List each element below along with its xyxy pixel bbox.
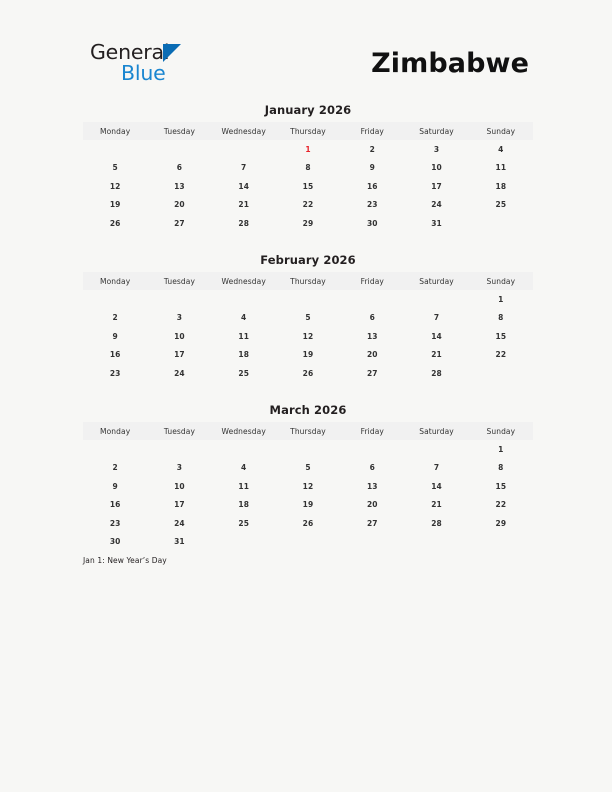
month-block-january bbox=[83, 104, 533, 233]
day-cell-empty bbox=[147, 440, 211, 459]
day-cell[interactable]: 22 bbox=[495, 500, 507, 510]
day-cell[interactable]: 3 bbox=[433, 144, 440, 154]
weekday-header-row bbox=[83, 122, 533, 140]
day-cell[interactable]: 19 bbox=[302, 500, 314, 510]
day-cell[interactable]: 19 bbox=[109, 200, 121, 210]
day-cell[interactable]: 14 bbox=[238, 181, 250, 191]
week-row bbox=[83, 364, 533, 383]
day-cell[interactable]: 1 bbox=[305, 144, 311, 154]
day-cell[interactable]: 18 bbox=[238, 500, 250, 510]
month-title: March 2026 bbox=[269, 403, 347, 417]
day-cell[interactable]: 12 bbox=[109, 181, 121, 191]
logo-triangle-icon bbox=[163, 44, 181, 62]
day-cell[interactable]: 3 bbox=[176, 313, 183, 323]
day-cell[interactable]: 24 bbox=[174, 368, 185, 378]
day-cell[interactable]: 8 bbox=[305, 163, 311, 173]
week-row bbox=[83, 327, 533, 346]
weekday-header-friday: Friday bbox=[340, 272, 404, 290]
weekday-header-friday: Friday bbox=[340, 422, 404, 440]
day-cell[interactable]: 30 bbox=[109, 537, 121, 547]
weekday-header-monday: Monday bbox=[83, 122, 147, 140]
day-cell[interactable]: 27 bbox=[366, 368, 378, 378]
day-cell-empty bbox=[469, 533, 533, 552]
weekday-header-thursday: Thursday bbox=[276, 422, 340, 440]
day-cell[interactable]: 24 bbox=[174, 518, 185, 528]
day-cell[interactable]: 1 bbox=[498, 444, 504, 454]
day-cell[interactable]: 10 bbox=[174, 331, 185, 341]
day-cell[interactable]: 12 bbox=[302, 481, 314, 491]
day-cell[interactable]: 25 bbox=[238, 518, 250, 528]
day-cell-empty bbox=[404, 440, 468, 459]
day-cell-empty bbox=[212, 440, 276, 459]
day-cell[interactable]: 18 bbox=[495, 181, 507, 191]
day-cell[interactable]: 22 bbox=[495, 350, 507, 360]
day-cell[interactable]: 2 bbox=[112, 463, 118, 473]
day-cell-empty bbox=[276, 440, 340, 459]
month-title: January 2026 bbox=[264, 103, 352, 117]
weekday-header-row bbox=[83, 272, 533, 290]
weekday-header-tuesday: Tuesday bbox=[147, 122, 211, 140]
weekday-header-sunday: Sunday bbox=[469, 272, 533, 290]
day-cell[interactable]: 4 bbox=[241, 463, 247, 473]
day-cell[interactable]: 17 bbox=[174, 350, 185, 360]
day-cell[interactable]: 21 bbox=[238, 200, 250, 210]
day-cell-empty bbox=[469, 364, 533, 383]
day-cell[interactable]: 15 bbox=[302, 181, 314, 191]
day-cell[interactable]: 13 bbox=[366, 331, 378, 341]
weekday-header-sunday: Sunday bbox=[469, 122, 533, 140]
week-row bbox=[83, 177, 533, 196]
day-cell[interactable]: 17 bbox=[174, 500, 185, 510]
weeks-body bbox=[83, 290, 533, 383]
day-cell[interactable]: 25 bbox=[238, 368, 250, 378]
week-row bbox=[83, 140, 533, 159]
day-cell[interactable]: 28 bbox=[431, 518, 442, 528]
weekday-header-wednesday: Wednesday bbox=[212, 422, 276, 440]
logo-text-blue: Blue bbox=[121, 61, 166, 85]
day-cell[interactable]: 8 bbox=[498, 313, 504, 323]
day-cell[interactable]: 2 bbox=[369, 144, 375, 154]
day-cell[interactable]: 18 bbox=[238, 350, 250, 360]
day-cell[interactable]: 7 bbox=[241, 163, 247, 173]
day-cell-empty bbox=[340, 533, 404, 552]
day-cell[interactable]: 14 bbox=[431, 331, 442, 341]
day-cell[interactable]: 13 bbox=[366, 481, 378, 491]
day-cell[interactable]: 5 bbox=[305, 313, 311, 323]
week-row bbox=[83, 514, 533, 533]
day-cell-empty bbox=[340, 290, 404, 309]
day-cell[interactable]: 13 bbox=[174, 181, 185, 191]
day-cell[interactable]: 14 bbox=[431, 481, 442, 491]
day-cell[interactable]: 11 bbox=[495, 163, 507, 173]
weekday-header-friday: Friday bbox=[340, 122, 404, 140]
day-cell[interactable]: 9 bbox=[112, 481, 118, 491]
week-row bbox=[83, 496, 533, 515]
month-grid bbox=[83, 422, 533, 551]
week-row bbox=[83, 477, 533, 496]
day-cell[interactable]: 26 bbox=[109, 218, 121, 228]
page-title: Zimbabwe bbox=[371, 48, 529, 79]
day-cell-empty bbox=[404, 533, 468, 552]
weekday-header-saturday: Saturday bbox=[404, 122, 468, 140]
day-cell-empty bbox=[276, 290, 340, 309]
day-cell[interactable]: 31 bbox=[431, 218, 442, 228]
day-cell[interactable]: 6 bbox=[176, 163, 183, 173]
day-cell[interactable]: 20 bbox=[174, 200, 185, 210]
day-cell[interactable]: 27 bbox=[366, 518, 378, 528]
day-cell-empty bbox=[469, 214, 533, 233]
day-cell[interactable]: 17 bbox=[431, 181, 442, 191]
weekday-header-sunday: Sunday bbox=[469, 422, 533, 440]
day-cell[interactable]: 21 bbox=[431, 350, 442, 360]
day-cell[interactable]: 20 bbox=[366, 500, 378, 510]
weekday-header-wednesday: Wednesday bbox=[212, 122, 276, 140]
day-cell[interactable]: 11 bbox=[238, 331, 250, 341]
day-cell[interactable]: 1 bbox=[498, 294, 504, 304]
day-cell[interactable]: 24 bbox=[431, 200, 442, 210]
week-row bbox=[83, 196, 533, 215]
day-cell[interactable]: 15 bbox=[495, 331, 507, 341]
day-cell[interactable]: 29 bbox=[495, 518, 507, 528]
weekday-header-monday: Monday bbox=[83, 422, 147, 440]
page-header bbox=[0, 38, 612, 92]
day-cell[interactable]: 16 bbox=[366, 181, 378, 191]
day-cell[interactable]: 11 bbox=[238, 481, 250, 491]
day-cell-empty bbox=[404, 290, 468, 309]
weekday-header-thursday: Thursday bbox=[276, 272, 340, 290]
day-cell[interactable]: 29 bbox=[302, 218, 314, 228]
month-grid bbox=[83, 272, 533, 383]
weekday-header-row bbox=[83, 422, 533, 440]
day-cell[interactable]: 5 bbox=[305, 463, 311, 473]
weekday-header-saturday: Saturday bbox=[404, 272, 468, 290]
week-row bbox=[83, 533, 533, 552]
weeks-body bbox=[83, 140, 533, 233]
weekday-header-monday: Monday bbox=[83, 272, 147, 290]
day-cell[interactable]: 4 bbox=[241, 313, 247, 323]
day-cell-empty bbox=[83, 440, 147, 459]
day-cell-empty bbox=[83, 140, 147, 159]
day-cell[interactable]: 31 bbox=[174, 537, 185, 547]
week-row bbox=[83, 346, 533, 365]
day-cell[interactable]: 16 bbox=[109, 500, 121, 510]
week-row bbox=[83, 159, 533, 178]
weekday-header-wednesday: Wednesday bbox=[212, 272, 276, 290]
day-cell[interactable]: 22 bbox=[302, 200, 314, 210]
day-cell[interactable]: 28 bbox=[238, 218, 250, 228]
day-cell[interactable]: 23 bbox=[109, 518, 121, 528]
holiday-note-line: Jan 1: New Year’s Day bbox=[83, 556, 167, 565]
day-cell[interactable]: 16 bbox=[109, 350, 121, 360]
weekday-header-tuesday: Tuesday bbox=[147, 272, 211, 290]
logo-text-general: General bbox=[90, 40, 170, 64]
day-cell[interactable]: 6 bbox=[369, 463, 375, 473]
day-cell[interactable]: 7 bbox=[433, 313, 440, 323]
day-cell[interactable]: 9 bbox=[112, 331, 118, 341]
day-cell[interactable]: 30 bbox=[366, 218, 378, 228]
month-block-march bbox=[83, 404, 533, 551]
day-cell[interactable]: 12 bbox=[302, 331, 314, 341]
day-cell-empty bbox=[83, 290, 147, 309]
week-row bbox=[83, 309, 533, 328]
day-cell[interactable]: 27 bbox=[174, 218, 185, 228]
day-cell[interactable]: 9 bbox=[369, 163, 375, 173]
weekday-header-thursday: Thursday bbox=[276, 122, 340, 140]
weekday-header-saturday: Saturday bbox=[404, 422, 468, 440]
day-cell[interactable]: 20 bbox=[366, 350, 378, 360]
day-cell[interactable]: 26 bbox=[302, 518, 314, 528]
month-title: February 2026 bbox=[260, 253, 356, 267]
day-cell[interactable]: 6 bbox=[369, 313, 375, 323]
month-grid bbox=[83, 122, 533, 233]
day-cell[interactable]: 15 bbox=[495, 481, 507, 491]
general-blue-logo[interactable] bbox=[90, 42, 290, 92]
day-cell-empty bbox=[276, 533, 340, 552]
day-cell-empty bbox=[340, 440, 404, 459]
day-cell[interactable]: 2 bbox=[112, 313, 118, 323]
day-cell-empty bbox=[212, 140, 276, 159]
day-cell[interactable]: 26 bbox=[302, 368, 314, 378]
week-row bbox=[83, 290, 533, 309]
day-cell[interactable]: 23 bbox=[109, 368, 121, 378]
month-block-february bbox=[83, 254, 533, 383]
weeks-body bbox=[83, 440, 533, 551]
day-cell-empty bbox=[212, 533, 276, 552]
week-row bbox=[83, 214, 533, 233]
day-cell[interactable]: 21 bbox=[431, 500, 442, 510]
day-cell[interactable]: 5 bbox=[112, 163, 118, 173]
week-row bbox=[83, 459, 533, 478]
day-cell[interactable]: 7 bbox=[433, 463, 440, 473]
day-cell[interactable]: 25 bbox=[495, 200, 507, 210]
weekday-header-tuesday: Tuesday bbox=[147, 422, 211, 440]
day-cell[interactable]: 3 bbox=[176, 463, 183, 473]
day-cell[interactable]: 28 bbox=[431, 368, 442, 378]
day-cell[interactable]: 10 bbox=[431, 163, 442, 173]
day-cell[interactable]: 8 bbox=[498, 463, 504, 473]
day-cell[interactable]: 10 bbox=[174, 481, 185, 491]
day-cell[interactable]: 23 bbox=[366, 200, 378, 210]
day-cell-empty bbox=[147, 290, 211, 309]
holiday-notes bbox=[83, 554, 533, 568]
week-row bbox=[83, 440, 533, 459]
day-cell[interactable]: 19 bbox=[302, 350, 314, 360]
day-cell-empty bbox=[147, 140, 211, 159]
day-cell-empty bbox=[212, 290, 276, 309]
day-cell[interactable]: 4 bbox=[498, 144, 504, 154]
